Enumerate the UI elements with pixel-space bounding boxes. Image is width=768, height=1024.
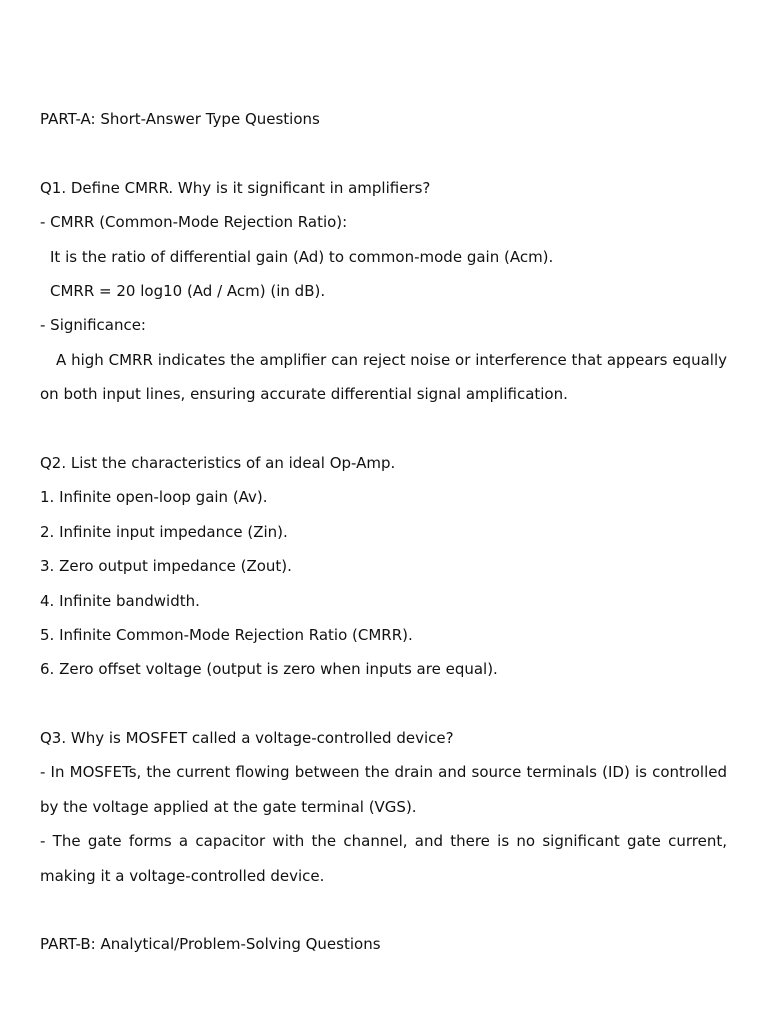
spacer (40, 893, 727, 927)
q2-item: 6. Zero offset voltage (output is zero when inputs are equal). (40, 660, 498, 679)
document-page (40, 102, 727, 962)
q3-question: Q3. Why is MOSFET called a voltage-controlled device? (40, 729, 454, 748)
spacer (40, 136, 727, 170)
q3-point-1: - In MOSFETs, the current flowing between the drain and source terminals (ID) is controlled by the voltage applied at the gate terminal (VGS). (40, 763, 727, 816)
spacer (40, 687, 727, 721)
q2-item: 5. Infinite Common-Mode Rejection Ratio (CMRR). (40, 625, 413, 644)
q2-item: 2. Infinite input impedance (Zin). (40, 522, 288, 541)
q1-formula: CMRR = 20 log10 (Ad / Acm) (in dB). (50, 281, 326, 300)
q2-item: 4. Infinite bandwidth. (40, 591, 200, 610)
part-b-heading: PART-B: Analytical/Problem-Solving Questions (40, 935, 381, 954)
spacer (40, 412, 727, 446)
q2-item: 1. Infinite open-loop gain (Av). (40, 488, 268, 507)
q1-question: Q1. Define CMRR. Why is it significant in amplifiers? (40, 178, 431, 197)
q1-significance-body: A high CMRR indicates the amplifier can reject noise or interference that appears equally on both input lines, ensuring accurate differential signal amplification. (40, 350, 727, 404)
part-a-heading: PART-A: Short-Answer Type Questions (40, 110, 320, 128)
q3-point-2: - The gate forms a capacitor with the channel, and there is no significant gate current, making it a voltage-controlled device. (40, 832, 727, 885)
q2-question: Q2. List the characteristics of an ideal Op-Amp. (40, 453, 396, 472)
q1-definition: It is the ratio of differential gain (Ad) to common-mode gain (Acm). (50, 247, 554, 266)
q1-significance-label: - Significance: (40, 316, 146, 335)
q2-item: 3. Zero output impedance (Zout). (40, 557, 292, 576)
q1-significance-text (40, 343, 727, 412)
q1-cmrr-label: - CMRR (Common-Mode Rejection Ratio): (40, 213, 348, 232)
